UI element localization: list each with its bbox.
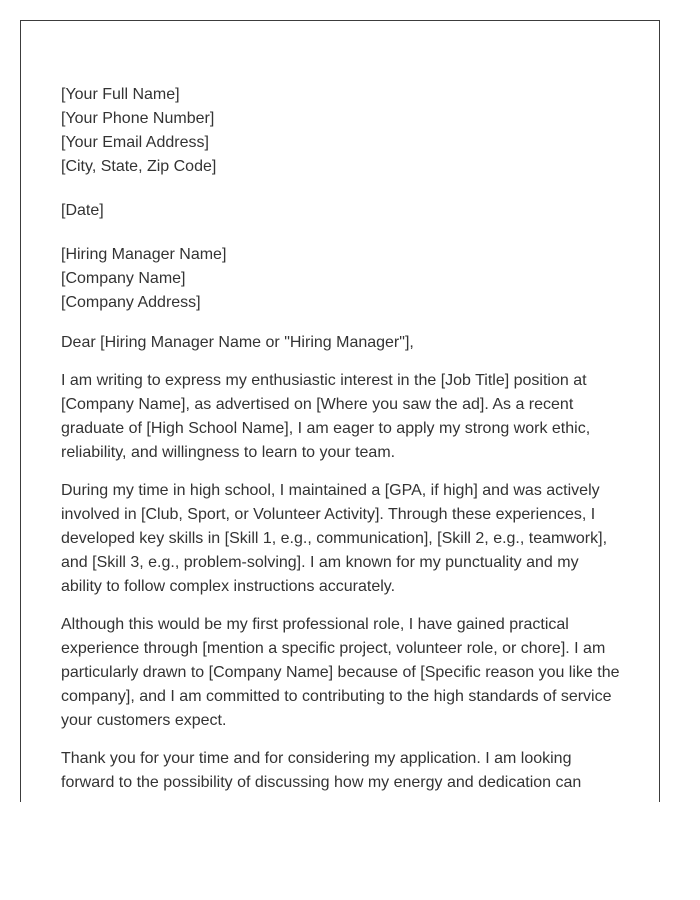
paragraph-1 (61, 369, 633, 465)
letter-page (20, 20, 660, 802)
paragraph-line: forward to the possibility of discussing how my energy and dedication can (61, 774, 582, 791)
paragraph-line: experience through [mention a specific project, volunteer role, or chore]. I am (61, 640, 606, 657)
paragraph-line: involved in [Club, Sport, or Volunteer Activity]. Through these experiences, I (61, 506, 596, 523)
paragraph-line: reliability, and willingness to learn to your team. (61, 444, 396, 461)
paragraph-line: During my time in high school, I maintained a [GPA, if high] and was actively (61, 482, 600, 499)
paragraph-line: developed key skills in [Skill 1, e.g., communication], [Skill 2, e.g., teamwork], (61, 530, 608, 547)
paragraph-2 (61, 479, 633, 599)
paragraph-3 (61, 613, 633, 733)
recipient-name: [Hiring Manager Name] (61, 246, 227, 263)
paragraph-line: and [Skill 3, e.g., problem-solving]. I am known for my punctuality and my (61, 554, 579, 571)
paragraph-line: company], and I am committed to contributing to the high standards of service (61, 688, 612, 705)
salutation-block (61, 331, 633, 355)
paragraph-line: particularly drawn to [Company Name] because of [Specific reason you like the (61, 664, 620, 681)
sender-block (61, 83, 633, 179)
sender-city: [City, State, Zip Code] (61, 158, 217, 175)
paragraph-line: [Company Name], as advertised on [Where you saw the ad]. As a recent (61, 396, 574, 413)
paragraph-line: ability to follow complex instructions accurately. (61, 578, 396, 595)
letter-content (61, 83, 633, 795)
letter-date: [Date] (61, 202, 104, 219)
sender-email: [Your Email Address] (61, 134, 209, 151)
paragraph-line: I am writing to express my enthusiastic interest in the [Job Title] position at (61, 372, 587, 389)
paragraph-line: Thank you for your time and for considering my application. I am looking (61, 750, 572, 767)
paragraph-4 (61, 747, 633, 795)
recipient-address: [Company Address] (61, 294, 201, 311)
paragraph-line: graduate of [High School Name], I am eager to apply my strong work ethic, (61, 420, 591, 437)
recipient-company: [Company Name] (61, 270, 186, 287)
paragraph-line: Although this would be my first professional role, I have gained practical (61, 616, 569, 633)
sender-phone: [Your Phone Number] (61, 110, 215, 127)
salutation: Dear [Hiring Manager Name or "Hiring Manager"], (61, 334, 414, 351)
recipient-block (61, 243, 633, 315)
paragraph-line: your customers expect. (61, 712, 227, 729)
date-block (61, 199, 633, 223)
sender-name: [Your Full Name] (61, 86, 180, 103)
